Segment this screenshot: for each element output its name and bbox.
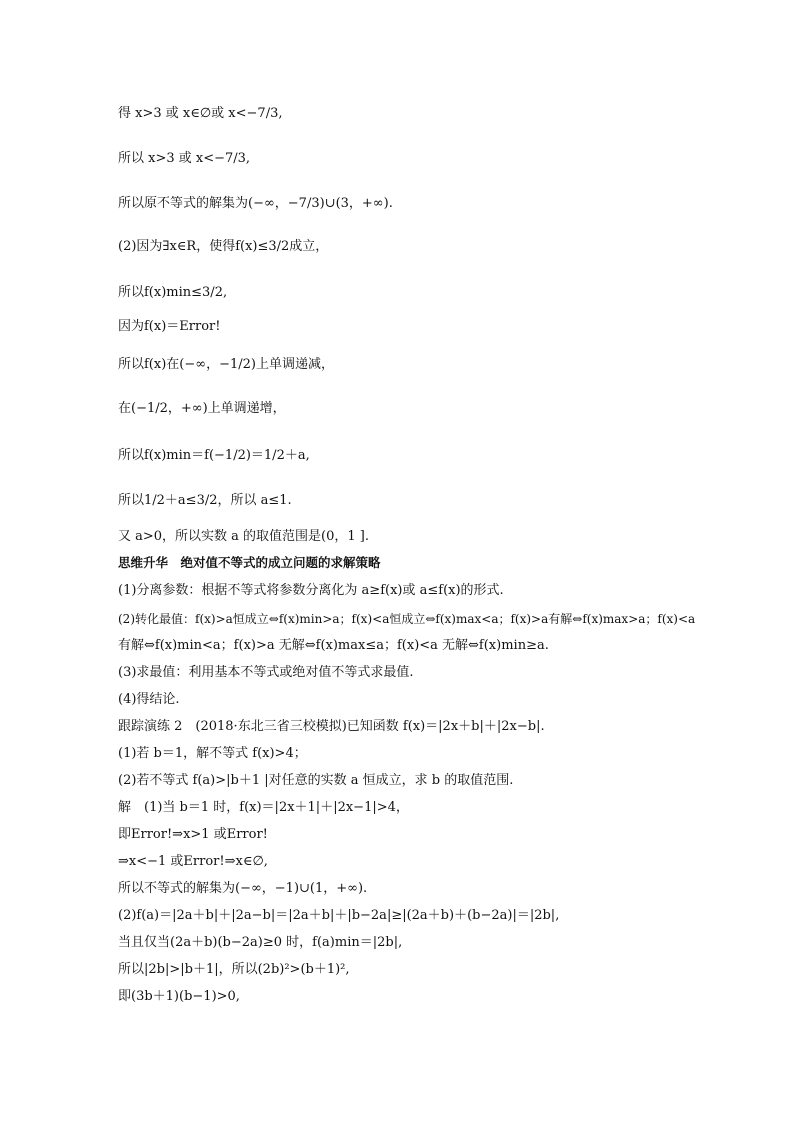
text-line: (2)若不等式 f(a)>|b＋1 |对任意的实数 a 恒成立，求 b 的取值范围. (118, 773, 514, 788)
text-line: 当且仅当(2a＋b)(b−2a)≥0 时，f(a)min＝|2b|, (118, 935, 403, 950)
text-line: 即(3b＋1)(b−1)>0, (118, 989, 240, 1004)
text-line: 因为f(x)＝Error! (118, 319, 221, 334)
text-line: (2)因为∃x∈R，使得f(x)≤3/2成立， (118, 239, 329, 254)
text-line: 所以不等式的解集为(−∞，−1)∪(1，+∞). (118, 881, 368, 896)
text-line: 得 x>3 或 x∈∅或 x<−7/3, (118, 106, 283, 121)
text-line: 有解⇔f(x)min<a；f(x)>a 无解⇔f(x)max≤a；f(x)<a 无解⇔f(x)min≥a. (118, 638, 549, 653)
text-line: 又 a>0，所以实数 a 的取值范围是(0，1 ]. (118, 529, 370, 544)
text-line: (1)分离参数：根据不等式将参数分离化为 a≥f(x)或 a≤f(x)的形式. (118, 583, 504, 598)
text-line: 即Error!⇒x>1 或Error! (118, 827, 268, 842)
text-line: (2)f(a)＝|2a＋b|＋|2a−b|＝|2a＋b|＋|b−2a|≥|(2a＋b)＋(b−2a)|＝|2b|, (118, 908, 560, 923)
section-heading: 思维升华 绝对值不等式的成立问题的求解策略 (118, 555, 381, 570)
exercise-heading: 跟踪演练 2 (2018·东北三省三校模拟)已知函数 f(x)＝|2x＋b|＋|2x−b|. (118, 719, 545, 734)
text-line: 所以原不等式的解集为(−∞，−7/3)∪(3，+∞). (118, 196, 393, 211)
text-line: 在(−1/2，+∞)上单调递增， (118, 401, 286, 416)
text-line: 所以|2b|>|b＋1|，所以(2b)²>(b＋1)², (118, 962, 350, 977)
text-line: 所以 x>3 或 x<−7/3, (118, 151, 251, 166)
solution-line: 解 (1)当 b＝1 时，f(x)＝|2x＋1|＋|2x−1|>4， (118, 800, 409, 815)
text-line: 所以f(x)在(−∞，−1/2)上单调递减， (118, 357, 334, 372)
text-line: (1)若 b＝1，解不等式 f(x)>4； (118, 746, 307, 761)
text-line: 所以1/2＋a≤3/2，所以 a≤1. (118, 493, 292, 508)
text-line: (2)转化最值：f(x)>a恒成立⇔f(x)min>a；f(x)<a恒成立⇔f(x)max<a；f(x)>a有解⇔f(x)max>a；f(x)<a (118, 612, 696, 626)
text-line: (3)求最值：利用基本不等式或绝对值不等式求最值. (118, 665, 414, 680)
text-line: 所以f(x)min＝f(−1/2)＝1/2＋a, (118, 448, 310, 463)
text-line: 所以f(x)min≤3/2, (118, 285, 228, 300)
text-line: ⇒x<−1 或Error!⇒x∈∅, (118, 854, 268, 869)
text-line: (4)得结论. (118, 692, 180, 707)
